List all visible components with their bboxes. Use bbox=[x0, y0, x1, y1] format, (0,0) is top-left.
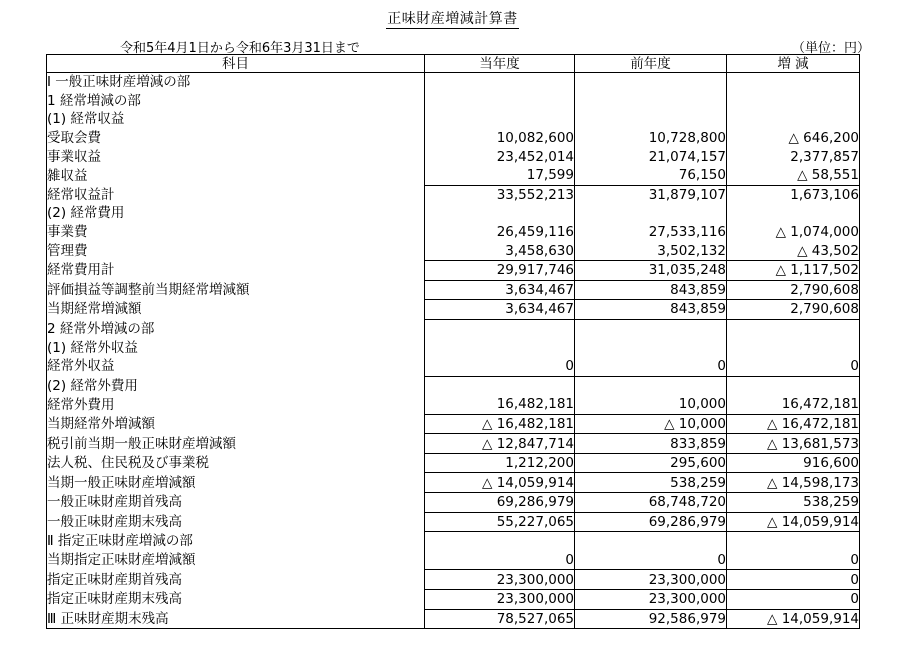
header-item: 科目 bbox=[47, 55, 425, 73]
change-value bbox=[727, 532, 860, 551]
header-row bbox=[47, 55, 860, 73]
row-label: 受取会費 bbox=[47, 129, 425, 148]
change-value: 2,790,608 bbox=[727, 280, 860, 300]
previous-value: 27,533,116 bbox=[575, 223, 727, 242]
row-label: 雑収益 bbox=[47, 166, 425, 185]
change-value bbox=[727, 319, 860, 338]
row-label: 事業収益 bbox=[47, 147, 425, 166]
change-value bbox=[727, 73, 860, 92]
row-label: 当期指定正味財産増減額 bbox=[47, 551, 425, 570]
change-value: △ 1,074,000 bbox=[727, 223, 860, 242]
change-value: 538,259 bbox=[727, 493, 860, 513]
table-row bbox=[47, 551, 860, 570]
current-value: 3,634,467 bbox=[425, 280, 575, 300]
previous-value: 31,035,248 bbox=[575, 260, 727, 280]
previous-value: 10,728,800 bbox=[575, 129, 727, 148]
table-row bbox=[47, 570, 860, 590]
change-value: 916,600 bbox=[727, 453, 860, 473]
change-value: 0 bbox=[727, 551, 860, 570]
header-current-year: 当年度 bbox=[425, 55, 575, 73]
category-row bbox=[47, 110, 860, 129]
change-value: 0 bbox=[727, 590, 860, 610]
previous-value: 0 bbox=[575, 357, 727, 376]
table-row bbox=[47, 129, 860, 148]
current-value: 17,599 bbox=[425, 166, 575, 185]
previous-value: 10,000 bbox=[575, 395, 727, 414]
change-value: △ 1,117,502 bbox=[727, 260, 860, 280]
current-value: 0 bbox=[425, 357, 575, 376]
row-label: (1) 経常外収益 bbox=[47, 338, 425, 357]
category-row bbox=[47, 204, 860, 223]
previous-value: 76,150 bbox=[575, 166, 727, 185]
table-row bbox=[47, 493, 860, 513]
current-value: 23,300,000 bbox=[425, 590, 575, 610]
previous-value: 69,286,979 bbox=[575, 512, 727, 532]
row-label: 経常外費用 bbox=[47, 395, 425, 414]
previous-value: 23,300,000 bbox=[575, 570, 727, 590]
total-row bbox=[47, 512, 860, 532]
row-label: (2) 経常外費用 bbox=[47, 376, 425, 395]
previous-value bbox=[575, 92, 727, 111]
change-value: 0 bbox=[727, 570, 860, 590]
current-value: 23,452,014 bbox=[425, 147, 575, 166]
header-change: 増 減 bbox=[727, 55, 860, 73]
row-label: (1) 経常収益 bbox=[47, 110, 425, 129]
previous-value: 92,586,979 bbox=[575, 609, 727, 629]
change-value: △ 14,059,914 bbox=[727, 609, 860, 629]
row-label: 指定正味財産期首残高 bbox=[47, 570, 425, 590]
statement-table bbox=[46, 54, 860, 629]
current-value: 3,634,467 bbox=[425, 300, 575, 320]
previous-value: 23,300,000 bbox=[575, 590, 727, 610]
change-value: △ 13,681,573 bbox=[727, 434, 860, 454]
subtotal-row bbox=[47, 260, 860, 280]
row-label: 当期一般正味財産増減額 bbox=[47, 473, 425, 493]
subtotal-row bbox=[47, 357, 860, 376]
current-value: 16,482,181 bbox=[425, 395, 575, 414]
current-value: △ 14,059,914 bbox=[425, 473, 575, 493]
change-value: 2,377,857 bbox=[727, 147, 860, 166]
change-value: 16,472,181 bbox=[727, 395, 860, 414]
previous-value bbox=[575, 319, 727, 338]
change-value: △ 43,502 bbox=[727, 241, 860, 260]
subtotal-row bbox=[47, 395, 860, 414]
table-row bbox=[47, 453, 860, 473]
row-label: 管理費 bbox=[47, 241, 425, 260]
total-row bbox=[47, 473, 860, 493]
current-value bbox=[425, 110, 575, 129]
row-label: 事業費 bbox=[47, 223, 425, 242]
header-previous-year: 前年度 bbox=[575, 55, 727, 73]
currency-unit: （単位：円） bbox=[791, 41, 870, 56]
previous-value: 3,502,132 bbox=[575, 241, 727, 260]
current-value: 1,212,200 bbox=[425, 453, 575, 473]
row-label: 1 経常増減の部 bbox=[47, 92, 425, 111]
table-row bbox=[47, 241, 860, 260]
category-row bbox=[47, 338, 860, 357]
row-label: 一般正味財産期末残高 bbox=[47, 512, 425, 532]
grand-total-row bbox=[47, 609, 860, 629]
current-value: 55,227,065 bbox=[425, 512, 575, 532]
row-label: 経常費用計 bbox=[47, 260, 425, 280]
row-label: 法人税、住民税及び事業税 bbox=[47, 453, 425, 473]
row-label: 当期経常外増減額 bbox=[47, 414, 425, 434]
total-row bbox=[47, 414, 860, 434]
current-value: 3,458,630 bbox=[425, 241, 575, 260]
previous-value: 31,879,107 bbox=[575, 185, 727, 204]
previous-value: 538,259 bbox=[575, 473, 727, 493]
previous-value bbox=[575, 204, 727, 223]
section-row bbox=[47, 532, 860, 551]
total-row bbox=[47, 590, 860, 610]
change-value bbox=[727, 376, 860, 395]
previous-value: 21,074,157 bbox=[575, 147, 727, 166]
change-value: △ 14,598,173 bbox=[727, 473, 860, 493]
row-label: (2) 経常費用 bbox=[47, 204, 425, 223]
row-label: 評価損益等調整前当期経常増減額 bbox=[47, 280, 425, 300]
change-value: △ 646,200 bbox=[727, 129, 860, 148]
current-value bbox=[425, 338, 575, 357]
previous-value bbox=[575, 110, 727, 129]
current-value bbox=[425, 532, 575, 551]
change-value: 0 bbox=[727, 357, 860, 376]
current-value: △ 16,482,181 bbox=[425, 414, 575, 434]
previous-value: 843,859 bbox=[575, 300, 727, 320]
current-value bbox=[425, 319, 575, 338]
current-value bbox=[425, 376, 575, 395]
row-label: 経常外収益 bbox=[47, 357, 425, 376]
table-row bbox=[47, 223, 860, 242]
subsection-row bbox=[47, 319, 860, 338]
total-row bbox=[47, 434, 860, 454]
current-value: 10,082,600 bbox=[425, 129, 575, 148]
fiscal-period: 令和5年4月1日から令和6年3月31日まで bbox=[120, 41, 360, 56]
total-row bbox=[47, 300, 860, 320]
previous-value: △ 10,000 bbox=[575, 414, 727, 434]
section-row bbox=[47, 73, 860, 92]
change-value bbox=[727, 110, 860, 129]
previous-value: 833,859 bbox=[575, 434, 727, 454]
change-value: △ 14,059,914 bbox=[727, 512, 860, 532]
current-value bbox=[425, 204, 575, 223]
subtotal-row bbox=[47, 185, 860, 204]
change-value: 1,673,106 bbox=[727, 185, 860, 204]
change-value bbox=[727, 338, 860, 357]
current-value: 33,552,213 bbox=[425, 185, 575, 204]
current-value bbox=[425, 73, 575, 92]
document-title: 正味財産増減計算書 bbox=[387, 11, 518, 27]
current-value: 23,300,000 bbox=[425, 570, 575, 590]
previous-value bbox=[575, 532, 727, 551]
current-value: 78,527,065 bbox=[425, 609, 575, 629]
previous-value bbox=[575, 73, 727, 92]
previous-value bbox=[575, 338, 727, 357]
previous-value bbox=[575, 376, 727, 395]
current-value bbox=[425, 92, 575, 111]
category-row bbox=[47, 376, 860, 395]
current-value: 69,286,979 bbox=[425, 493, 575, 513]
table-row bbox=[47, 280, 860, 300]
previous-value: 295,600 bbox=[575, 453, 727, 473]
table-row bbox=[47, 147, 860, 166]
table-row bbox=[47, 166, 860, 185]
change-value: 2,790,608 bbox=[727, 300, 860, 320]
row-label: 経常収益計 bbox=[47, 185, 425, 204]
subsection-row bbox=[47, 92, 860, 111]
previous-value: 843,859 bbox=[575, 280, 727, 300]
change-value: △ 58,551 bbox=[727, 166, 860, 185]
change-value bbox=[727, 204, 860, 223]
row-label: 指定正味財産期末残高 bbox=[47, 590, 425, 610]
change-value: △ 16,472,181 bbox=[727, 414, 860, 434]
row-label: Ⅱ 指定正味財産増減の部 bbox=[47, 532, 425, 551]
row-label: 当期経常増減額 bbox=[47, 300, 425, 320]
current-value: △ 12,847,714 bbox=[425, 434, 575, 454]
change-value bbox=[727, 92, 860, 111]
row-label: Ⅲ 正味財産期末残高 bbox=[47, 609, 425, 629]
current-value: 0 bbox=[425, 551, 575, 570]
row-label: Ⅰ 一般正味財産増減の部 bbox=[47, 73, 425, 92]
current-value: 26,459,116 bbox=[425, 223, 575, 242]
row-label: 税引前当期一般正味財産増減額 bbox=[47, 434, 425, 454]
current-value: 29,917,746 bbox=[425, 260, 575, 280]
row-label: 一般正味財産期首残高 bbox=[47, 493, 425, 513]
previous-value: 0 bbox=[575, 551, 727, 570]
previous-value: 68,748,720 bbox=[575, 493, 727, 513]
row-label: 2 経常外増減の部 bbox=[47, 319, 425, 338]
